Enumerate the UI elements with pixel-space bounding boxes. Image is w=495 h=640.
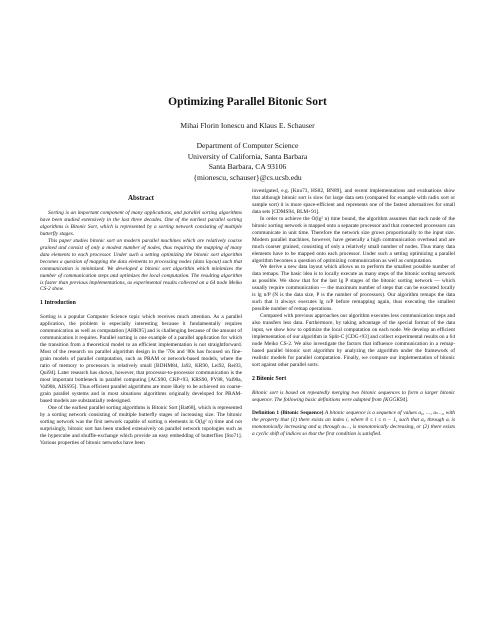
definition-1-text: A bitonic sequence is a sequence of values a₀, …, aₙ₋₁, with the property that (1) there exists an index i, where 0 ≤ i ≤ n − 1, such that a₀ through aᵢ is monotonically increasing and aᵢ through aₙ₋₁ is monotonically decreasing, or (2) there exists a cyclic shift of indices so that the first condition is satisfied. xyxy=(252,409,455,437)
abstract-paragraph-2: This paper studies bitonic sort on modern parallel machines which are relatively coarse grained and consist of only a modest number of nodes, thus requiring the mapping of many data elements to each processor. Under such a setting optimizing the bitonic sort algorithm becomes a question of mapping the data elements to processing nodes (data layout) such that communication is minimized. We developed a bitonic sort algorithm which minimizes the number of communication steps and optimizes the local computation. The resulting algorithm is faster than previous implementations, as experimental results collected on a 64 node Meiko CS-2 show. xyxy=(40,237,242,293)
intro-paragraph-4: In order to achieve the O(lg² n) time bound, the algorithm assumes that each node of the bitonic sorting network is mapped onto a separate processor and that connected processors can communicate in unit time. Therefore the network size grows proportionally to the input size. Modern parallel machines, however, have generally a high communication overhead and are much coarser grained, consisting of only a relatively small number of nodes. Thus many data elements have to be mapped onto each processor. Under such a setting optimizing a parallel algorithm becomes a question of optimizing communication as well as computation. xyxy=(252,215,455,264)
intro-paragraph-2: One of the earliest parallel sorting algorithms is Bitonic Sort [Bat68], which is represented by a sorting network consisting of multiple butterfly stages of increasing size. The bitonic sorting network was the first network capable of sorting n elements in O(lg² n) time and not surprisingly, bitonic sort has been studied extensively on parallel network topologies such as the hypercube and shuffle-exchange which provide an easy embedding of butterflies [Sto71]. Various properties of bitonic networks have been xyxy=(40,404,242,446)
paper-authors: Mihai Florin Ionescu and Klaus E. Schauser xyxy=(180,121,315,130)
section-1-heading: 1 Introduction xyxy=(40,300,76,307)
paper-title: Optimizing Parallel Bitonic Sort xyxy=(168,96,327,108)
intro-paragraph-5: We derive a new data layout which allows us to perform the smallest possible number of data remaps. The basic idea is to locally execute as many steps of the bitonic sorting network as possible. We show that for the last lg P stages of the bitonic sorting network — which usually require communication — the maximum number of steps that can be executed locally is lg n/P (N is the data size, P is the number of processors). Our algorithm remaps the data such that it always executes lg n/P before remapping again, thus executing the smallest possible number of remap operations. xyxy=(252,264,455,313)
intro-paragraph-6: Compared with previous approaches our algorithm executes less communication steps and also transfers less data. Furthermore, by taking advantage of the special format of the data input, we show how to optimize the local computation on each node. We develop an efficient implementation of our algorithm in Split-C [CDG+93] and collect experimental results on a 64 node Meiko CS-2. We also investigate the factors that influence communication in a remap-based parallel bitonic sort algorithm by analyzing the algorithm under the framework of realistic models for parallel computation. Finally, we compare our implementation of bitonic sort against other parallel sorts. xyxy=(252,313,455,368)
left-column xyxy=(40,194,242,447)
affiliation-department: Department of Computer Science xyxy=(196,141,299,150)
right-column xyxy=(252,188,455,437)
intro-paragraph-1: Sorting is a popular Computer Science topic which receives much attention. As a parallel application, the problem is especially interesting because it fundamentally requires communication as well as computation [AHK95] and is challenging because of the amount of communication it requires. Parallel sorting is one example of a parallel application for which the transition from a theoretical model to an efficient implementation is not straightforward. Most of the research on parallel algorithm design in the '70s and '80s has focused on fine-grain models of parallel computation, such as PRAM or network-based models, where the ratio of memory to processors is relatively small [BDHM84, Ja92, KR90, Lei92, Rei93, Qui94]. Later research has shown, however, that processor-to-processor communication is the most important bottleneck in parallel computing [ACS90, CKP+93, KRS90, PY88, Val90a, Val90b, AISS95]. Thus efficient parallel algorithms are more likely to be achieved on coarse-grain parallel systems and in most situations algorithms originally developed for PRAM-based models are substantially redesigned. xyxy=(40,314,242,404)
affiliation-email: {mionescu, schauser}@cs.ucsb.edu xyxy=(193,172,302,182)
section-2-heading: 2 Bitonic Sort xyxy=(252,375,287,382)
affiliation-block xyxy=(0,141,495,183)
definition-1-label: Definition 1 (Bitonic Sequence) xyxy=(252,409,324,416)
definition-1 xyxy=(252,410,455,438)
affiliation-city: Santa Barbara, CA 93106 xyxy=(208,162,287,172)
bitonic-paragraph: Bitonic sort is based on repeatedly merging two bitonic sequences to form a larger bitonic sequence. The following basic definitions were adapted from [KGGK94]. xyxy=(252,389,455,403)
intro-paragraph-3: investigated, e.g. [Knu73, HS82, BN89], and recent implementations and evaluations show that although bitonic sort is slow for large data sets (compared for example with radix sort or sample sort) it is more space-efficient and represents one of the fastest alternatives for small data sets [CDMS94, BLM+91]. xyxy=(252,188,455,215)
affiliation-university: University of California, Santa Barbara xyxy=(187,151,308,161)
abstract-paragraph-1: Sorting is an important component of many applications, and parallel sorting algorithms have been studied extensively in the last three decades. One of the earliest parallel sorting algorithms is Bitonic Sort, which is represented by a sorting network consisting of multiple butterfly stages. xyxy=(40,210,242,237)
abstract-heading: Abstract xyxy=(127,194,155,202)
